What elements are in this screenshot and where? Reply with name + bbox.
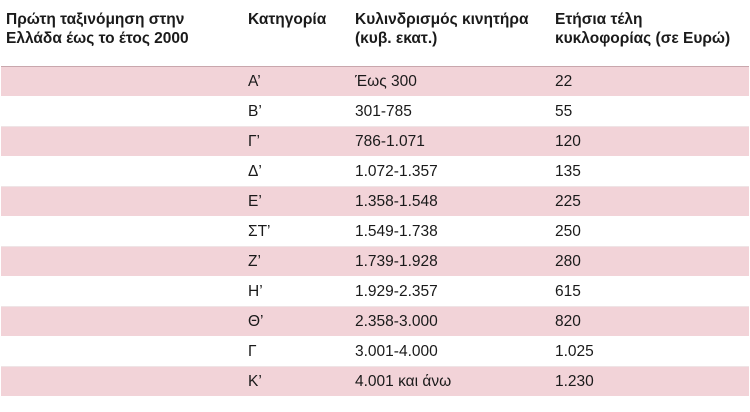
- cell-category: Κ’: [242, 366, 349, 396]
- cell-displacement: 1.739-1.928: [349, 246, 549, 276]
- cell-displacement: 1.929-2.357: [349, 276, 549, 306]
- cell-fee: 22: [549, 66, 749, 96]
- cell-year: [1, 66, 242, 96]
- cell-displacement: 3.001-4.000: [349, 336, 549, 366]
- table-row: [1, 156, 749, 186]
- cell-year: [1, 96, 242, 126]
- cell-fee: 225: [549, 186, 749, 216]
- cell-displacement: Έως 300: [349, 66, 549, 96]
- cell-category: Γ: [242, 336, 349, 366]
- cell-fee: 55: [549, 96, 749, 126]
- cell-year: [1, 336, 242, 366]
- cell-displacement: 4.001 και άνω: [349, 366, 549, 396]
- cell-category: Ζ’: [242, 246, 349, 276]
- cell-category: Γ’: [242, 126, 349, 156]
- cell-fee: 120: [549, 126, 749, 156]
- cell-fee: 1.230: [549, 366, 749, 396]
- header-engine-displacement: Κυλινδρισμός κινητήρα (κυβ. εκατ.): [349, 0, 549, 66]
- cell-category: Ε’: [242, 186, 349, 216]
- table-body: [1, 66, 749, 396]
- cell-fee: 820: [549, 306, 749, 336]
- header-row: [1, 0, 749, 66]
- cell-year: [1, 276, 242, 306]
- table-row: [1, 306, 749, 336]
- cell-fee: 135: [549, 156, 749, 186]
- cell-fee: 280: [549, 246, 749, 276]
- header-annual-fee: Ετήσια τέλη κυκλοφορίας (σε Ευρώ): [549, 0, 749, 66]
- cell-year: [1, 126, 242, 156]
- table-row: [1, 246, 749, 276]
- table-row: [1, 276, 749, 306]
- table-header: [1, 0, 749, 66]
- table-row: [1, 366, 749, 396]
- cell-year: [1, 186, 242, 216]
- table-row: [1, 96, 749, 126]
- cell-displacement: 1.358-1.548: [349, 186, 549, 216]
- cell-category: Β’: [242, 96, 349, 126]
- table-row: [1, 186, 749, 216]
- cell-category: Η’: [242, 276, 349, 306]
- cell-year: [1, 306, 242, 336]
- cell-displacement: 1.072-1.357: [349, 156, 549, 186]
- cell-displacement: 786-1.071: [349, 126, 549, 156]
- cell-category: Α’: [242, 66, 349, 96]
- cell-displacement: 2.358-3.000: [349, 306, 549, 336]
- cell-year: [1, 216, 242, 246]
- cell-fee: 615: [549, 276, 749, 306]
- cell-year: [1, 366, 242, 396]
- header-first-registration: Πρώτη ταξινόμηση στην Ελλάδα έως το έτος 2000: [1, 0, 242, 66]
- cell-displacement: 1.549-1.738: [349, 216, 549, 246]
- table-row: [1, 66, 749, 96]
- cell-category: Δ’: [242, 156, 349, 186]
- cell-category: Θ’: [242, 306, 349, 336]
- table-row: [1, 126, 749, 156]
- cell-year: [1, 246, 242, 276]
- road-tax-table: [1, 0, 749, 397]
- cell-fee: 1.025: [549, 336, 749, 366]
- cell-category: ΣΤ’: [242, 216, 349, 246]
- cell-year: [1, 156, 242, 186]
- header-category: Κατηγορία: [242, 0, 349, 66]
- table-row: [1, 216, 749, 246]
- table-row: [1, 336, 749, 366]
- cell-displacement: 301-785: [349, 96, 549, 126]
- cell-fee: 250: [549, 216, 749, 246]
